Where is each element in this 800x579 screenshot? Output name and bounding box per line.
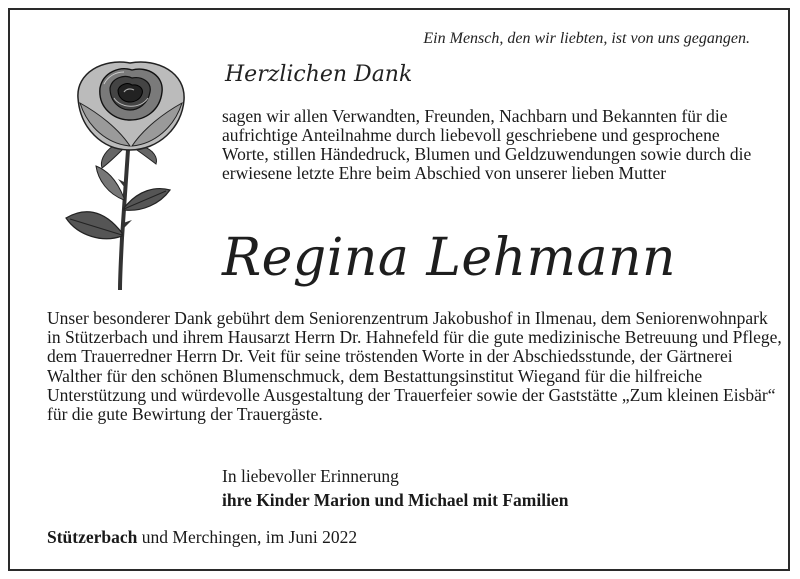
intro-paragraph: sagen wir allen Verwandten, Freunden, Nachbarn und Bekannten für die aufrichtige Anteilnahme durch liebevoll geschriebene und gesprochene Worte, stillen Händedruck, Blumen und Geldzuwendungen sowie durch die erwiesene letzte Ehre beim Abschied von unserer lieben Mutter (222, 106, 752, 183)
heading-herzlichen-dank: Herzlichen Dank (225, 62, 413, 87)
motto-line: Ein Mensch, den wir liebten, ist von uns gegangen. (423, 30, 750, 47)
deceased-name: Regina Lehmann (222, 228, 676, 288)
signers-line: ihre Kinder Marion und Michael mit Familien (222, 490, 569, 510)
thanks-paragraph: Unser besonderer Dank gebührt dem Seniorenzentrum Jakobushof in Ilmenau, dem Seniorenwohnpark in Stützerbach und ihrem Hausarzt Herrn Dr. Hahnefeld für die gute medizinische Betreuung und Pflege, dem Trauerredner Herrn Dr. Veit für seine tröstenden Worte in der Abschiedsstunde, der Gärtnerei Walther für den schönen Blumenschmuck, dem Bestattungsinstitut Wiegand für die hilfreiche Unterstützung und würdevolle Ausgestaltung der Trauerfeier sowie der Gaststätte „Zum kleinen Eisbär“ für die gute Bewirtung der Trauergäste. (47, 308, 782, 425)
place-date-text: und Merchingen, im Juni 2022 (137, 527, 358, 547)
closing-line: In liebevoller Erinnerung (222, 466, 399, 486)
place-date-line (47, 527, 357, 548)
place-name: Stützerbach (47, 527, 138, 547)
rose-icon (58, 58, 203, 293)
